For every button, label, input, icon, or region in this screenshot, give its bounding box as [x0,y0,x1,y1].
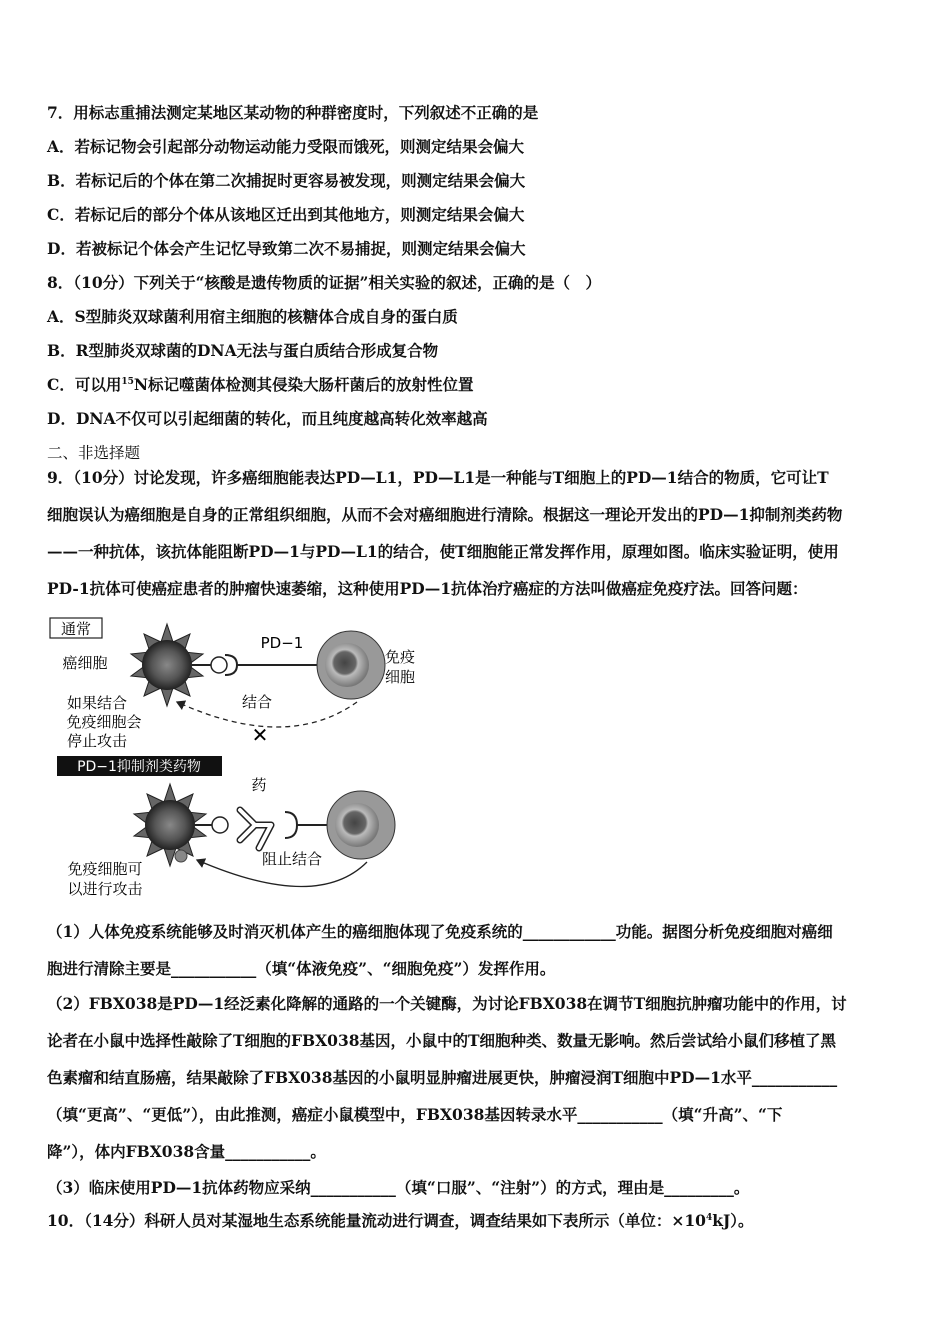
q8-option-c-sup: 15 [121,376,134,387]
q9-stem-line-2: 细胞误认为癌细胞是自身的正常组织细胞，从而不会对癌细胞进行清除。根据这一理论开发出的PD—1抑制剂类药物 [47,505,843,524]
pdl1-knob-bottom [212,817,228,833]
q9-stem-line-1: 9．（10分）讨论发现，许多癌细胞能表达PD—L1，PD—L1是一种能与T细胞上的PD—1结合的物质，它可让T [47,468,829,487]
q7-option-a: A．若标记物会引起部分动物运动能力受限而饿死，则测定结果会偏大 [47,137,525,156]
q7-option-d: D．若被标记个体会产生记忆导致第二次不易捕捉，则测定结果会偏大 [47,239,526,258]
q10-stem-post: kJ）。 [712,1211,754,1230]
q8-option-c [47,374,910,396]
q9-sub-line-8: （3）临床使用PD—1抗体药物应采纳___________（填“口服”、“注射”）的方式，理由是_________。 [47,1178,750,1197]
cancer-cell-label: 癌细胞 [62,654,108,672]
pd1-mechanism-figure [47,612,427,904]
immune-cell-label-2: 细胞 [384,668,416,686]
if-bind-label-2: 免疫细胞会 [66,713,142,731]
q8-stem: 8．（10分）下列关于“核酸是遗传物质的证据”相关实验的叙述，正确的是（ ） [47,273,601,292]
q8-option-a: A．S型肺炎双球菌利用宿主细胞的核糖体合成自身的蛋白质 [47,307,458,326]
q9-stem-line-3: ——一种抗体，该抗体能阻断PD—1与PD—L1的结合，使T细胞能正常发挥作用，原理如图。临床实验证明，使用 [47,542,839,561]
can-attack-label-2: 以进行攻击 [67,880,143,898]
q9-sub-line-1: （1）人体免疫系统能够及时消灭机体产生的癌细胞体现了免疫系统的____________功能。据图分析免疫细胞对癌细 [47,922,833,941]
q9-sub-line-5: 色素瘤和结直肠癌，结果敲除了FBX038基因的小鼠明显肿瘤进展更快，肿瘤浸润T细胞中PD—1水平___________ [47,1068,838,1087]
q7-option-c: C．若标记后的部分个体从该地区迁出到其他地方，则测定结果会偏大 [47,205,525,224]
pdl1-knob [211,657,227,673]
q10-stem [47,1210,910,1232]
q9-sub-line-2: 胞进行清除主要是___________（填“体液免疫”、“细胞免疫”）发挥作用。 [47,959,556,978]
q9-sub-line-3: （2）FBX038是PD—1经泛素化降解的通路的一个关键酶，为讨论FBX038在调节T细胞抗肿瘤功能中的作用，讨 [47,994,847,1013]
cross-mark: ✕ [251,723,269,747]
can-attack-label-1: 免疫细胞可 [67,860,143,878]
section-heading: 二、非选择题 [47,444,141,462]
q9-sub-line-7: 降”），体内FBX038含量___________。 [47,1142,326,1161]
normal-label: 通常 [60,620,92,638]
immune-cell-bottom [327,791,395,859]
q9-stem-line-4: PD-1抗体可使癌症患者的肿瘤快速萎缩，这种使用PD—1抗体治疗癌症的方法叫做癌症免疫疗法。回答问题： [47,579,808,598]
q10-stem-sup: 4 [705,1212,713,1223]
immune-cell-top [317,631,385,699]
q9-sub-line-6: （填“更高”、“更低”），由此推测，癌症小鼠模型中，FBX038基因转录水平___________（填“升高”、“下 [47,1105,783,1124]
q8-option-c-pre: C．可以用 [47,375,122,394]
q7-option-b: B．若标记后的个体在第二次捕捉时更容易被发现，则测定结果会偏大 [47,171,526,190]
q8-option-d: D．DNA不仅可以引起细菌的转化，而且纯度越高转化效率越高 [47,409,488,428]
drug-label: 药 [251,776,267,794]
if-bind-label-3: 停止攻击 [66,732,128,750]
immune-cell-label-1: 免疫 [384,648,416,666]
inhibitor-label: PD−1抑制剂类药物 [77,759,201,775]
pd1-receptor-bottom [285,812,297,838]
q8-option-b: B．R型肺炎双球菌的DNA无法与蛋白质结合形成复合物 [47,341,439,360]
q10-stem-pre: 10．（14分）科研人员对某湿地生态系统能量流动进行调查，调查结果如下表所示（单位：×10 [47,1211,706,1230]
attack-burst [175,850,187,862]
pd1-label: PD−1 [260,634,304,652]
q8-option-c-post: N标记噬菌体检测其侵染大肠杆菌后的放射性位置 [133,375,474,394]
block-bind-label: 阻止结合 [261,850,323,868]
if-bind-label-1: 如果结合 [66,694,128,712]
bind-label: 结合 [241,693,273,711]
q7-stem: 7．用标志重捕法测定某地区某动物的种群密度时，下列叙述不正确的是 [47,103,539,122]
q9-sub-line-4: 论者在小鼠中选择性敲除了T细胞的FBX038基因，小鼠中的T细胞种类、数量无影响。然后尝试给小鼠们移植了黑 [47,1031,837,1050]
